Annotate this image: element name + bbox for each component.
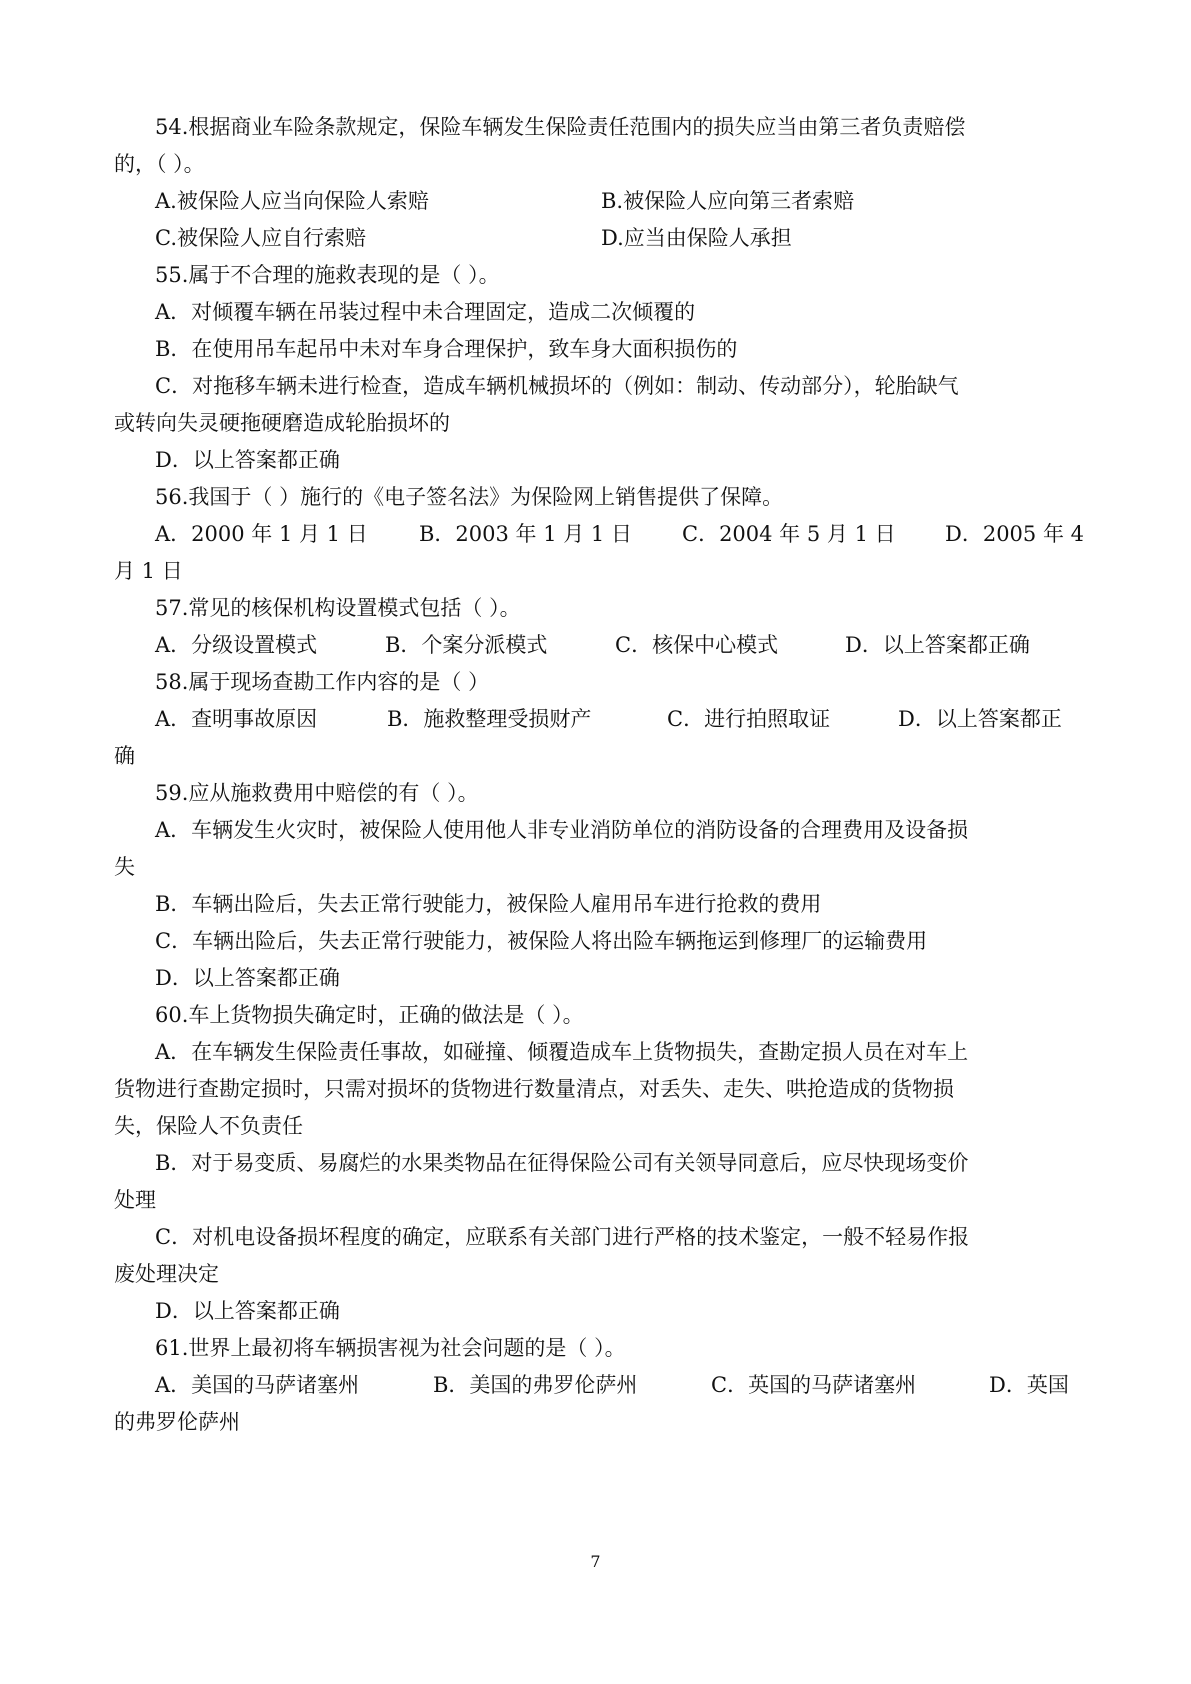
question-58-options-row-1 — [0, 699, 1191, 739]
question-57-option-d: D．以上答案都正确 — [845, 633, 1030, 657]
question-55-option-a — [0, 292, 1191, 332]
question-61-options-cont — [0, 1402, 1191, 1442]
question-59-option-a — [0, 810, 1191, 850]
question-59-option-c-text: C．车辆出险后，失去正常行驶能力，被保险人将出险车辆拖运到修理厂的运输费用 — [155, 929, 928, 953]
question-54-option-b: B.被保险人应向第三者索赔 — [601, 189, 855, 213]
question-59-option-d — [0, 958, 1191, 998]
question-60-option-b-line-1: B．对于易变质、易腐烂的水果类物品在征得保险公司有关领导同意后，应尽快现场变价 — [155, 1151, 969, 1175]
question-60-option-c-cont — [0, 1254, 1191, 1294]
question-54-option-a: A.被保险人应当向保险人索赔 — [155, 189, 429, 213]
question-57-stem-line-1: 57.常见的核保机构设置模式包括（ ）。 — [155, 596, 521, 620]
question-60-option-d — [0, 1291, 1191, 1331]
question-60-option-c — [0, 1217, 1191, 1257]
question-55-option-c-line-1: C．对拖移车辆未进行检查，造成车辆机械损坏的（例如：制动、传动部分），轮胎缺气 — [155, 374, 959, 398]
question-58-option-c: C．进行拍照取证 — [667, 707, 831, 731]
question-61-options-row-1 — [0, 1365, 1191, 1405]
question-55-option-c-line-2: 或转向失灵硬拖硬磨造成轮胎损坏的 — [114, 411, 450, 435]
question-56-option-c: C．2004 年 5 月 1 日 — [682, 522, 896, 546]
page-number: 7 — [590, 1552, 601, 1571]
question-55-stem-line-1: 55.属于不合理的施救表现的是（ ）。 — [155, 263, 500, 287]
question-56-option-d-cont: 月 1 日 — [114, 559, 183, 583]
question-59-option-b — [0, 884, 1191, 924]
question-56-options-row-1 — [0, 514, 1191, 554]
question-61-option-b: B．美国的弗罗伦萨州 — [433, 1373, 638, 1397]
question-55-option-c — [0, 366, 1191, 406]
question-58-option-d-cont: 确 — [114, 744, 135, 768]
question-59-option-a-line-1: A．车辆发生火灾时，被保险人使用他人非专业消防单位的消防设备的合理费用及设备损 — [155, 818, 969, 842]
question-54-option-d: D.应当由保险人承担 — [601, 226, 792, 250]
question-54-options-row-1 — [0, 181, 1191, 221]
question-55-option-b — [0, 329, 1191, 369]
question-57-options-row-1 — [0, 625, 1191, 665]
question-55-option-d-text: D．以上答案都正确 — [155, 448, 340, 472]
question-58-option-b: B．施救整理受损财产 — [387, 707, 592, 731]
question-60-option-a-line-1: A．在车辆发生保险责任事故，如碰撞、倾覆造成车上货物损失，查勘定损人员在对车上 — [155, 1040, 969, 1064]
question-59-stem — [0, 773, 1191, 813]
question-57-option-a: A．分级设置模式 — [155, 633, 318, 657]
question-56-option-b: B．2003 年 1 月 1 日 — [419, 522, 632, 546]
question-60-option-c-line-2: 废处理决定 — [114, 1262, 219, 1286]
question-57-option-b: B．个案分派模式 — [385, 633, 548, 657]
question-59-stem-line-1: 59.应从施救费用中赔偿的有（ ）。 — [155, 781, 479, 805]
question-56-option-d: D．2005 年 4 — [945, 522, 1084, 546]
question-60-option-a-cont-1 — [0, 1069, 1191, 1109]
question-61-option-a: A．美国的马萨诸塞州 — [155, 1373, 360, 1397]
question-61-option-c: C．英国的马萨诸塞州 — [711, 1373, 917, 1397]
question-59-option-a-cont — [0, 847, 1191, 887]
question-60-option-a-line-3: 失，保险人不负责任 — [114, 1114, 303, 1138]
question-60-option-a-line-2: 货物进行查勘定损时，只需对损坏的货物进行数量清点，对丢失、走失、哄抢造成的货物损 — [114, 1077, 954, 1101]
question-60-stem-line-1: 60.车上货物损失确定时，正确的做法是（ ）。 — [155, 1003, 584, 1027]
question-56-stem-line-1: 56.我国于（ ）施行的《电子签名法》为保险网上销售提供了保障。 — [155, 485, 784, 509]
question-60-option-a — [0, 1032, 1191, 1072]
question-55-option-a-text: A．对倾覆车辆在吊装过程中未合理固定，造成二次倾覆的 — [155, 300, 696, 324]
question-61-option-d: D．英国 — [989, 1373, 1069, 1397]
question-54-stem — [0, 107, 1191, 147]
question-59-option-a-line-2: 失 — [114, 855, 135, 879]
question-61-stem — [0, 1328, 1191, 1368]
question-54-stem-line-1: 54.根据商业车险条款规定，保险车辆发生保险责任范围内的损失应当由第三者负责赔偿 — [155, 115, 966, 139]
question-61-option-d-cont: 的弗罗伦萨州 — [114, 1410, 240, 1434]
question-56-options-cont — [0, 551, 1191, 591]
question-55-option-c-cont — [0, 403, 1191, 443]
question-54-options-row-2 — [0, 218, 1191, 258]
question-59-option-b-text: B．车辆出险后，失去正常行驶能力，被保险人雇用吊车进行抢救的费用 — [155, 892, 822, 916]
question-60-option-b — [0, 1143, 1191, 1183]
question-54-stem-cont — [0, 144, 1191, 184]
question-60-option-d-text: D．以上答案都正确 — [155, 1299, 340, 1323]
question-59-option-c — [0, 921, 1191, 961]
question-54-stem-line-2: 的，（ ）。 — [114, 152, 205, 176]
question-60-option-a-cont-2 — [0, 1106, 1191, 1146]
question-58-options-cont — [0, 736, 1191, 776]
question-60-option-b-cont — [0, 1180, 1191, 1220]
question-59-option-d-text: D．以上答案都正确 — [155, 966, 340, 990]
question-58-stem — [0, 662, 1191, 702]
question-60-option-c-line-1: C．对机电设备损坏程度的确定，应联系有关部门进行严格的技术鉴定，一般不轻易作报 — [155, 1225, 970, 1249]
question-58-option-d: D．以上答案都正 — [898, 707, 1062, 731]
question-60-option-b-line-2: 处理 — [114, 1188, 156, 1212]
question-55-option-d — [0, 440, 1191, 480]
question-54-option-c: C.被保险人应自行索赔 — [155, 226, 366, 250]
question-57-option-c: C．核保中心模式 — [615, 633, 779, 657]
question-58-stem-line-1: 58.属于现场查勘工作内容的是（ ） — [155, 670, 490, 694]
question-56-option-a: A．2000 年 1 月 1 日 — [155, 522, 368, 546]
question-60-stem — [0, 995, 1191, 1035]
question-58-option-a: A．查明事故原因 — [155, 707, 318, 731]
question-55-stem — [0, 255, 1191, 295]
question-57-stem — [0, 588, 1191, 628]
question-56-stem — [0, 477, 1191, 517]
question-61-stem-line-1: 61.世界上最初将车辆损害视为社会问题的是（ ）。 — [155, 1336, 626, 1360]
question-55-option-b-text: B．在使用吊车起吊中未对车身合理保护，致车身大面积损伤的 — [155, 337, 738, 361]
